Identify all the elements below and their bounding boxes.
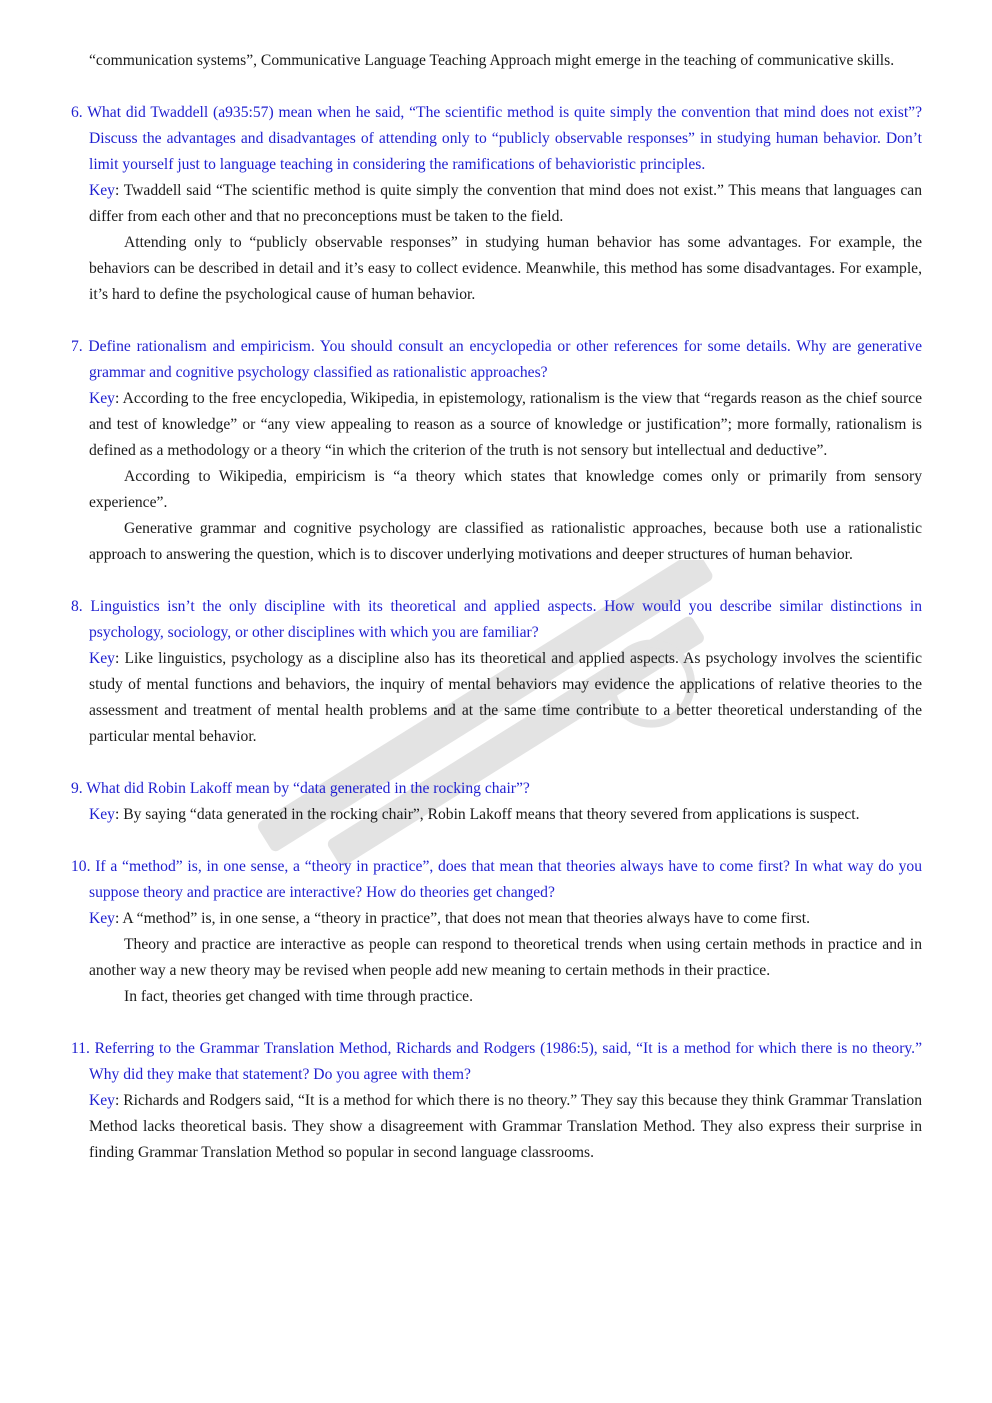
answer-7-para-1: Key: According to the free encyclopedia, Wikipedia, in epistemology, rationalism is the view that “regards reason as the chief source and test of knowledge” or “any view appealing to reason as a source of knowledge or justification”; more formally, rationalism is defined as a methodology or a theory “in which the criterion of the truth is not sensory but intellectual and deductive”. xyxy=(89,390,922,459)
intro-paragraph: “communication systems”, Communicative Language Teaching Approach might emerge in the teaching of communicative skills. xyxy=(89,52,895,69)
key-label: Key xyxy=(89,650,115,667)
answer-7-para-3: Generative grammar and cognitive psychology are classified as rationalistic approaches, because both use a rationalistic approach to answering the question, which is to discover underlying motivations and deeper structures of human behavior. xyxy=(89,520,922,563)
key-label: Key xyxy=(89,1092,115,1109)
question-8: 8. Linguistics isn’t the only discipline with its theoretical and applied aspects. How would you describe similar distinctions in psychology, sociology, or other disciplines with which you are familiar? xyxy=(71,598,922,641)
question-11: 11. Referring to the Grammar Translation Method, Richards and Rodgers (1986:5), said, “It is a method for which there is no theory.” Why did they make that statement? Do you agree with them? xyxy=(71,1040,922,1083)
answer-6-para-1: Key: Twaddell said “The scientific method is quite simply the convention that mind does not exist.” This means that languages can differ from each other and that no preconceptions must be taken to the field. xyxy=(89,182,922,225)
qa-item-6 xyxy=(0,100,992,308)
key-label: Key xyxy=(89,182,115,199)
answer-6-para-2: Attending only to “publicly observable responses” in studying human behavior has some advantages. For example, the behaviors can be described in detail and it’s easy to collect evidence. Meanwhile, this method has some disadvantages. For example, it’s hard to define the psychological cause of human behavior. xyxy=(89,234,922,303)
answer-11-para-1: Key: Richards and Rodgers said, “It is a method for which there is no theory.” They say this because they think Grammar Translation Method lacks theoretical basis. They show a disagreement with Grammar Translation Method. They also express their surprise in finding Grammar Translation Method so popular in second language classrooms. xyxy=(89,1092,922,1161)
answer-9-para-1: Key: By saying “data generated in the rocking chair”, Robin Lakoff means that theory severed from applications is suspect. xyxy=(89,806,860,823)
key-label: Key xyxy=(89,806,115,823)
question-10: 10. If a “method” is, in one sense, a “theory in practice”, does that mean that theories always have to come first? In what way do you suppose theory and practice are interactive? How do theories get changed? xyxy=(71,858,922,901)
qa-item-7 xyxy=(0,334,992,568)
answer-10-para-1: Key: A “method” is, in one sense, a “theory in practice”, that does not mean that theories always have to come first. xyxy=(89,910,810,927)
key-label: Key xyxy=(89,390,115,407)
answer-10-para-2: Theory and practice are interactive as people can respond to theoretical trends when using certain methods in practice and in another way a new theory may be revised when people add new meaning to certain methods in their practice. xyxy=(89,936,922,979)
answer-10-para-3: In fact, theories get changed with time through practice. xyxy=(124,988,473,1005)
qa-item-8 xyxy=(0,594,992,750)
qa-item-9 xyxy=(0,776,992,828)
qa-item-11 xyxy=(0,1036,992,1166)
answer-8-para-1: Key: Like linguistics, psychology as a discipline also has its theoretical and applied aspects. As psychology involves the scientific study of mental functions and behaviors, the inquiry of mental behaviors may evidence the applications of relative theories to the assessment and treatment of mental health problems and at the same time contribute to a better theoretical understanding of the particular mental behavior. xyxy=(89,650,922,745)
question-7: 7. Define rationalism and empiricism. You should consult an encyclopedia or other references for some details. Why are generative grammar and cognitive psychology classified as rationalistic approaches? xyxy=(71,338,922,381)
qa-item-10 xyxy=(0,854,992,1010)
question-9: 9. What did Robin Lakoff mean by “data generated in the rocking chair”? xyxy=(71,780,530,797)
answer-7-para-2: According to Wikipedia, empiricism is “a theory which states that knowledge comes only or primarily from sensory experience”. xyxy=(89,468,922,511)
page-content xyxy=(0,48,992,1166)
key-label: Key xyxy=(89,910,115,927)
question-6: 6. What did Twaddell (a935:57) mean when he said, “The scientific method is quite simply the convention that mind does not exist”? Discuss the advantages and disadvantages of attending only to “publicly observable responses” in studying human behavior. Don’t limit yourself just to language teaching in considering the ramifications of behavioristic principles. xyxy=(71,104,922,173)
